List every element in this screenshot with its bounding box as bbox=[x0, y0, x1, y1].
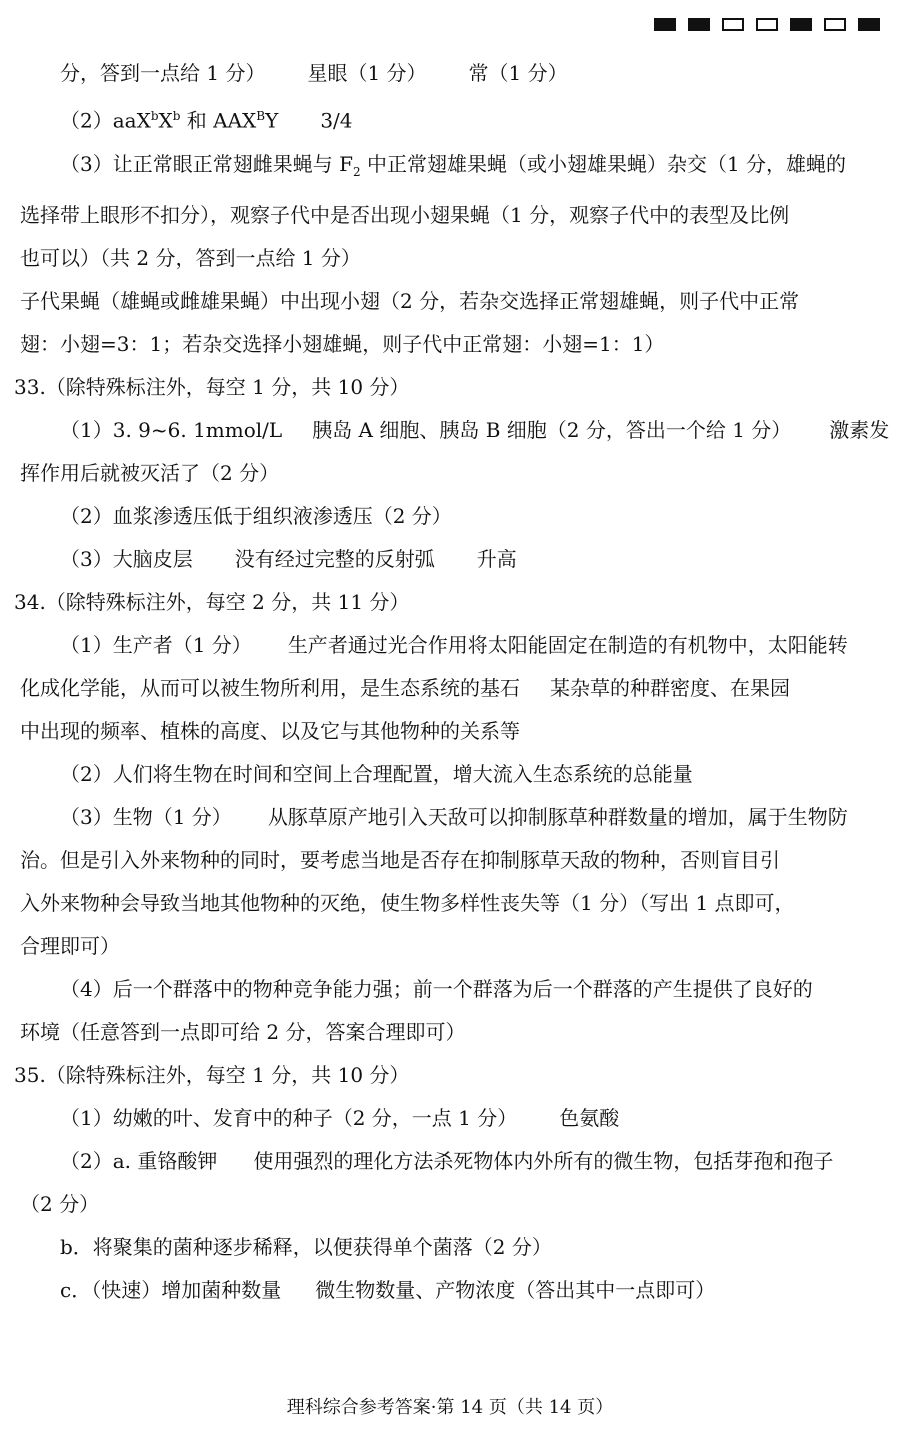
answer-text: 中正常翅雄果蝇（或小翅雄果蝇）杂交（1 分，雄蝇的 bbox=[360, 151, 847, 176]
answer-line: 也可以）（共 2 分，答到一点给 1 分） bbox=[20, 245, 361, 270]
answer-text: 没有经过完整的反射弧 bbox=[234, 546, 435, 571]
answer-line: 选择带上眼形不扣分），观察子代中是否出现小翅果蝇（1 分，观察子代中的表型及比例 bbox=[20, 202, 790, 227]
question-heading: 34.（除特殊标注外，每空 2 分，共 11 分） bbox=[14, 589, 410, 614]
genotype-text: X bbox=[158, 108, 173, 133]
allele-superscript: b bbox=[150, 109, 159, 123]
answer-text: 分，答到一点给 1 分） bbox=[60, 61, 266, 85]
answer-text: （3）大脑皮层 bbox=[60, 546, 193, 571]
answer-line bbox=[20, 624, 880, 667]
corner-mark bbox=[790, 18, 812, 31]
answer-line: 治。但是引入外来物种的同时，要考虑当地是否存在抑制豚草天敌的物种，否则盲目引 bbox=[20, 847, 780, 872]
answer-line bbox=[20, 1269, 880, 1312]
answer-text: 某杂草的种群密度、在果园 bbox=[550, 675, 790, 700]
answer-text: （2）a. 重铬酸钾 bbox=[60, 1148, 218, 1173]
answer-line bbox=[20, 1140, 880, 1183]
answer-text: 胰岛 A 细胞、胰岛 B 细胞（2 分，答出一个给 1 分） bbox=[312, 417, 792, 442]
answer-line: 子代果蝇（雄蝇或雌雄果蝇）中出现小翅（2 分，若杂交选择正常翅雄蝇，则子代中正常 bbox=[20, 288, 800, 313]
ratio-text: 3/4 bbox=[320, 108, 353, 133]
answer-line: 挥作用后就被灭活了（2 分） bbox=[20, 460, 280, 485]
answer-text: （3）让正常眼正常翅雌果蝇与 F bbox=[60, 151, 353, 176]
answer-text: （1）生产者（1 分） bbox=[60, 632, 252, 657]
answer-line: （4）后一个群落中的物种竞争能力强；前一个群落为后一个群落的产生提供了良好的 bbox=[60, 976, 813, 1001]
answer-text: 化成化学能，从而可以被生物所利用，是生态系统的基石 bbox=[20, 675, 520, 700]
genotype-text: Y bbox=[265, 108, 279, 133]
answer-line: 翅：小翅=3：1；若杂交选择小翅雄蝇，则子代中正常翅：小翅=1：1） bbox=[20, 331, 665, 356]
allele-superscript: B bbox=[256, 109, 266, 123]
answer-line bbox=[20, 52, 880, 95]
answer-text: 常（1 分） bbox=[468, 61, 568, 85]
answer-text: c．（快速）增加菌种数量 bbox=[60, 1277, 282, 1302]
corner-mark bbox=[858, 18, 880, 31]
answer-page bbox=[14, 52, 890, 1312]
answer-text: （1）幼嫩的叶、发育中的种子（2 分，一点 1 分） bbox=[60, 1105, 518, 1130]
answer-line bbox=[20, 409, 890, 452]
corner-mark bbox=[824, 18, 846, 31]
corner-mark bbox=[756, 18, 778, 31]
allele-superscript: b bbox=[172, 109, 181, 123]
answer-line: 合理即可） bbox=[20, 933, 120, 958]
question-heading: 35.（除特殊标注外，每空 1 分，共 10 分） bbox=[14, 1062, 410, 1087]
answer-line: 环境（任意答到一点即可给 2 分，答案合理即可） bbox=[20, 1019, 466, 1044]
genotype-text: 和 AAX bbox=[180, 108, 257, 133]
corner-mark bbox=[688, 18, 710, 31]
answer-line bbox=[20, 143, 880, 194]
corner-mark bbox=[654, 18, 676, 31]
answer-line: 入外来物种会导致当地其他物种的灭绝，使生物多样性丧失等（1 分）（写出 1 点即可， bbox=[20, 890, 795, 915]
answer-text: （1）3. 9~6. 1mmol/L bbox=[60, 417, 283, 442]
corner-mark bbox=[722, 18, 744, 31]
answer-line bbox=[20, 796, 880, 839]
answer-line: b．将聚集的菌种逐步稀释，以便获得单个菌落（2 分） bbox=[60, 1234, 552, 1259]
answer-line: 中出现的频率、植株的高度、以及它与其他物种的关系等 bbox=[20, 718, 520, 743]
answer-line: （2）血浆渗透压低于组织液渗透压（2 分） bbox=[60, 503, 452, 528]
answer-text: 色氨酸 bbox=[559, 1105, 620, 1130]
answer-text: 激素发 bbox=[829, 417, 890, 442]
page-footer: 理科综合参考答案·第 14 页（共 14 页） bbox=[286, 1397, 614, 1418]
answer-line: （2 分） bbox=[20, 1191, 100, 1216]
page-corner-marks bbox=[654, 18, 880, 31]
generation-subscript: 2 bbox=[352, 164, 361, 179]
answer-text: 微生物数量、产物浓度（答出其中一点即可） bbox=[315, 1277, 716, 1302]
answer-line: （2）人们将生物在时间和空间上合理配置，增大流入生态系统的总能量 bbox=[60, 761, 693, 786]
answer-line bbox=[20, 667, 880, 710]
answer-line bbox=[20, 95, 880, 143]
question-heading: 33.（除特殊标注外，每空 1 分，共 10 分） bbox=[14, 374, 410, 399]
genotype-text: （2）aaX bbox=[60, 108, 151, 133]
answer-text: 从豚草原产地引入天敌可以抑制豚草种群数量的增加，属于生物防 bbox=[267, 804, 848, 829]
answer-text: 升高 bbox=[476, 546, 517, 571]
answer-text: （3）生物（1 分） bbox=[60, 804, 232, 829]
answer-line bbox=[20, 538, 880, 581]
answer-text: 生产者通过光合作用将太阳能固定在制造的有机物中，太阳能转 bbox=[287, 632, 848, 657]
answer-text: 星眼（1 分） bbox=[307, 61, 427, 85]
answer-line bbox=[20, 1097, 880, 1140]
answer-text: 使用强烈的理化方法杀死物体内外所有的微生物，包括芽孢和孢子 bbox=[253, 1148, 834, 1173]
